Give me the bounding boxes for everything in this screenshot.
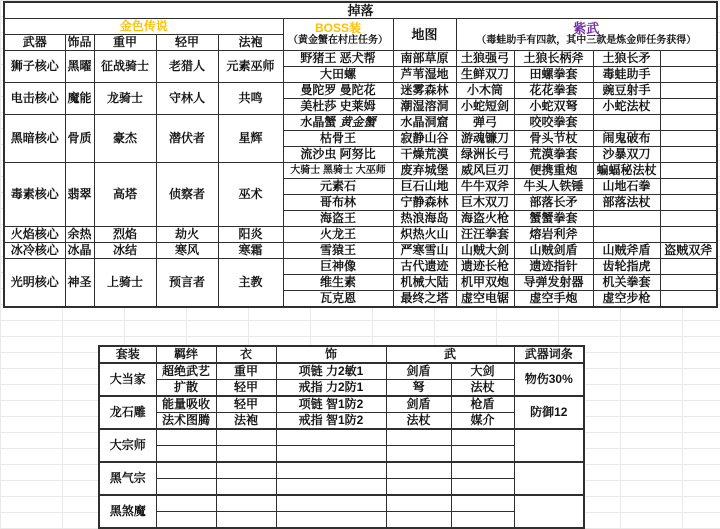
clothes-header[interactable]: 衣 [216,346,276,363]
purple-weapon-cell[interactable]: 土狼强弓 [456,51,514,67]
legend-cell[interactable]: 火焰核心 [4,227,65,243]
purple-weapon-cell[interactable]: 遗迹长枪 [456,259,514,275]
purple-weapon-cell[interactable]: 小木筒 [456,83,514,99]
legend-cell[interactable]: 守林人 [156,83,218,115]
legend-cell[interactable]: 元素巫师 [218,51,283,83]
legend-column-header[interactable]: 武器 [4,35,65,51]
set-name-cell[interactable]: 黑气宗 [99,462,156,495]
set-cell[interactable] [386,479,451,496]
map-cell[interactable]: 古代遗迹 [393,259,456,275]
purple-weapon-cell[interactable]: 蟹蟹拳套 [514,211,593,227]
drops-row [4,51,717,67]
purple-weapon-cell[interactable]: 汪汪拳套 [456,227,514,243]
purple-weapon-cell[interactable] [660,275,717,291]
purple-weapon-cell[interactable]: 机甲双炮 [456,275,514,291]
set-cell[interactable] [386,512,451,529]
set-group-row [99,512,584,529]
legend-cell[interactable]: 烈焰 [94,227,156,243]
drops-row [4,83,717,99]
purple-weapon-cell[interactable]: 遗迹指针 [514,259,593,275]
boss-cell[interactable]: 枯骨王 [283,131,393,147]
purple-weapon-cell[interactable]: 威风巨刃 [456,163,514,179]
legend-cell[interactable]: 魔能 [65,83,94,115]
boss-cell[interactable]: 美杜莎 史莱姆 [283,99,393,115]
purple-weapon-cell[interactable]: 部落长矛 [514,195,593,211]
set-cell[interactable]: 扩散 [156,380,216,397]
set-cell[interactable]: 媒介 [451,413,514,430]
set-cell[interactable]: 戒指 智1防2 [276,413,386,430]
set-cell[interactable] [451,512,514,529]
purple-weapon-cell[interactable]: 花花拳套 [514,83,593,99]
legend-cell[interactable]: 潜伏者 [156,115,218,163]
set-cell[interactable]: 法术图腾 [156,413,216,430]
set-group-row [99,363,584,380]
set-cell[interactable]: 枪盾 [451,396,514,413]
set-group-row [99,396,584,413]
purple-weapon-cell[interactable]: 豌豆射手 [593,83,660,99]
legend-cell[interactable]: 豪杰 [94,115,156,163]
set-cell[interactable]: 大剑 [451,363,514,380]
purple-weapon-cell[interactable]: 土狼长矛 [593,51,660,67]
set-cell[interactable] [216,446,276,463]
map-cell[interactable]: 宁静森林 [393,195,456,211]
legend-cell[interactable]: 上骑士 [94,259,156,308]
purple-weapon-cell[interactable] [660,83,717,99]
purple-weapon-cell[interactable]: 熔岩利斧 [514,227,593,243]
map-cell[interactable]: 迷雾森林 [393,83,456,99]
set-cell[interactable] [276,479,386,496]
set-cell[interactable] [216,462,276,479]
set-cell[interactable]: 能量吸收 [156,396,216,413]
set-cell[interactable] [276,446,386,463]
legend-cell[interactable]: 黑暗核心 [4,115,65,163]
boss-cell[interactable]: 曼陀罗 曼陀花 [283,83,393,99]
boss-cell[interactable]: 维生素 [283,275,393,291]
purple-weapon-cell[interactable]: 沙暴双刀 [593,147,660,163]
map-cell[interactable]: 干燥荒漠 [393,147,456,163]
purple-weapon-cell[interactable] [660,291,717,308]
map-cell[interactable]: 热浪海岛 [393,211,456,227]
map-cell[interactable]: 废弃城堡 [393,163,456,179]
purple-weapon-cell[interactable]: 海盗火枪 [456,211,514,227]
section-header-row [4,19,717,35]
purple-weapon-cell[interactable]: 巨木双刀 [456,195,514,211]
set-cell[interactable] [386,462,451,479]
set-group-row [99,446,584,463]
boss-header-note: （黄金蟹在村庄任务） [288,35,388,46]
map-cell[interactable]: 寂静山谷 [393,131,456,147]
weapon-affix-cell[interactable] [514,462,584,495]
set-cell[interactable]: 法杖 [386,413,451,430]
boss-cell[interactable]: 火龙王 [283,227,393,243]
purple-weapon-cell[interactable]: 闹鬼破布 [593,131,660,147]
purple-weapon-cell[interactable] [593,211,660,227]
legend-column-header[interactable]: 轻甲 [156,35,218,51]
purple-weapon-cell[interactable]: 生鲜双刀 [456,67,514,83]
set-cell[interactable]: 弩 [386,380,451,397]
purple-weapon-cell[interactable] [660,195,717,211]
map-cell[interactable]: 严寒雪山 [393,243,456,259]
map-column-header[interactable]: 地图 [393,19,456,51]
set-cell[interactable] [156,495,216,512]
set-name-cell[interactable]: 黑煞魔 [99,495,156,528]
set-group-row [99,380,584,397]
legend-cell[interactable]: 巫术 [218,163,283,227]
purple-weapon-cell[interactable]: 蝙蝠秘法杖 [593,163,660,179]
map-cell[interactable]: 机械大陆 [393,275,456,291]
set-cell[interactable] [451,495,514,512]
purple-weapon-cell[interactable] [660,179,717,195]
purple-weapon-cell[interactable] [660,131,717,147]
legend-cell[interactable]: 冰冷核心 [4,243,65,259]
weapon-affix-cell[interactable] [514,495,584,528]
purple-weapon-cell[interactable]: 田螺拳套 [514,67,593,83]
boss-header-title: BOSS装 [314,21,361,35]
drops-row [4,115,717,131]
set-cell[interactable] [451,462,514,479]
legend-cell[interactable]: 阳炎 [218,227,283,243]
set-group-row [99,413,584,430]
set-cell[interactable] [451,446,514,463]
set-name-cell[interactable]: 大宗师 [99,429,156,462]
purple-weapon-cell[interactable] [660,227,717,243]
purple-weapon-cell[interactable]: 牛头人铁锤 [514,179,593,195]
set-cell[interactable] [386,429,451,446]
legend-cell[interactable]: 老猎人 [156,51,218,83]
set-cell[interactable]: 轻甲 [216,396,276,413]
purple-weapon-cell[interactable] [660,51,717,67]
set-cell[interactable] [451,479,514,496]
set-cell[interactable] [216,429,276,446]
sheet-title[interactable]: 掉落 [4,2,717,19]
set-cell[interactable] [451,429,514,446]
legend-cell[interactable]: 寒霜 [218,243,283,259]
purple-weapon-cell[interactable]: 部落法杖 [593,195,660,211]
purple-weapon-cell[interactable]: 咬咬拳套 [514,115,593,131]
boss-cell[interactable]: 哥布林 [283,195,393,211]
set-cell[interactable] [276,512,386,529]
legend-column-header[interactable]: 重甲 [94,35,156,51]
purple-weapon-cell[interactable]: 山贼斧盾 [593,243,660,259]
legend-cell[interactable]: 电击核心 [4,83,65,115]
purple-weapon-cell[interactable]: 山地石拳 [593,179,660,195]
legend-cell[interactable]: 主教 [218,259,283,308]
set-cell[interactable]: 重甲 [216,363,276,380]
purple-weapon-cell[interactable] [660,147,717,163]
legend-cell[interactable]: 黑曜 [65,51,94,83]
boss-cell[interactable]: 雪猿王 [283,243,393,259]
purple-weapon-cell[interactable]: 盗贼双斧 [660,243,717,259]
legend-cell[interactable]: 毒素核心 [4,163,65,227]
set-cell[interactable] [216,495,276,512]
purple-weapon-cell[interactable]: 虚空电锯 [456,291,514,308]
legend-cell[interactable]: 侦察者 [156,163,218,227]
map-cell[interactable]: 潮湿溶洞 [393,99,456,115]
map-cell[interactable]: 芦苇湿地 [393,67,456,83]
map-cell[interactable]: 最终之塔 [393,291,456,308]
purple-weapon-cell[interactable]: 山贼剑盾 [514,243,593,259]
boss-cell[interactable]: 海盗王 [283,211,393,227]
set-cell[interactable] [276,462,386,479]
purple-weapon-cell[interactable]: 齿轮指虎 [593,259,660,275]
legend-cell[interactable]: 寒风 [156,243,218,259]
map-cell[interactable]: 巨石山地 [393,179,456,195]
set-cell[interactable] [156,429,216,446]
map-cell[interactable]: 炽热火山 [393,227,456,243]
set-cell[interactable]: 法杖 [451,380,514,397]
boss-cell[interactable]: 大骑士 黑骑士 大巫师 [283,163,393,179]
accessory-header[interactable]: 饰 [276,346,386,363]
set-cell[interactable] [216,512,276,529]
legend-cell[interactable]: 冰结 [94,243,156,259]
boss-cell[interactable]: 水晶蟹 黄金蟹 [283,115,393,131]
weapon-affix-header[interactable]: 武器词条 [514,346,584,363]
purple-weapon-cell[interactable]: 小蛇法杖 [593,99,660,115]
set-table-header-row [99,346,584,363]
legend-cell[interactable]: 翡翠 [65,163,94,227]
boss-italic-name: 黄金蟹 [336,115,376,129]
purple-weapon-cell[interactable]: 弹弓 [456,115,514,131]
legend-column-header[interactable]: 法袍 [218,35,283,51]
purple-weapon-cell[interactable]: 小蛇双弩 [514,99,593,115]
purple-weapon-cell[interactable]: 绿洲长弓 [456,147,514,163]
purple-weapon-cell[interactable]: 骨头节杖 [514,131,593,147]
boss-cell[interactable]: 瓦克恩 [283,291,393,308]
purple-weapon-cell[interactable] [660,163,717,179]
purple-weapon-cell[interactable]: 毒蛙助手 [593,67,660,83]
purple-header-title: 紫武 [573,21,600,36]
drops-row [4,243,717,259]
purple-weapon-cell[interactable] [593,227,660,243]
boss-section-header[interactable] [283,19,393,51]
bond-header[interactable]: 羁绊 [156,346,216,363]
purple-weapon-cell[interactable]: 便携重炮 [514,163,593,179]
set-cell[interactable] [156,512,216,529]
drops-table [3,1,718,308]
set-group-row [99,429,584,446]
purple-weapon-cell[interactable]: 游魂镰刀 [456,131,514,147]
set-cell[interactable] [386,446,451,463]
set-cell[interactable] [156,479,216,496]
purple-weapon-cell[interactable]: 土狼长柄斧 [514,51,593,67]
boss-cell[interactable]: 野猪王 恶犬帮 [283,51,393,67]
legend-cell[interactable]: 劫火 [156,227,218,243]
set-cell[interactable]: 轻甲 [216,380,276,397]
set-cell[interactable] [276,495,386,512]
set-cell[interactable] [156,446,216,463]
set-group-row [99,462,584,479]
purple-weapon-cell[interactable]: 牛牛双斧 [456,179,514,195]
boss-cell[interactable]: 元素石 [283,179,393,195]
drops-row [4,259,717,275]
boss-cell[interactable]: 流沙虫 阿努比 [283,147,393,163]
set-cell[interactable] [156,462,216,479]
weapon-affix-cell[interactable] [514,429,584,462]
set-cell[interactable] [216,479,276,496]
legend-cell[interactable]: 冰晶 [65,243,94,259]
legend-cell[interactable]: 余热 [65,227,94,243]
set-cell[interactable] [276,429,386,446]
purple-section-header[interactable] [456,19,717,51]
legend-cell[interactable]: 骨质 [65,115,94,163]
title-row [4,2,717,19]
set-cell[interactable]: 剑盾 [386,363,451,380]
set-group-row [99,495,584,512]
legend-cell[interactable]: 龙骑士 [94,83,156,115]
drops-row [4,227,717,243]
legend-cell[interactable]: 共鸣 [218,83,283,115]
purple-weapon-cell[interactable]: 虚空手炮 [514,291,593,308]
legend-cell[interactable]: 星辉 [218,115,283,163]
weapon-header[interactable]: 武 [386,346,514,363]
set-name-cell[interactable]: 龙石雕 [99,396,156,429]
set-cell[interactable]: 超绝武艺 [156,363,216,380]
drops-row [4,163,717,179]
legend-cell[interactable]: 预言者 [156,259,218,308]
purple-weapon-cell[interactable] [660,67,717,83]
set-group-row [99,479,584,496]
set-cell[interactable]: 法袍 [216,413,276,430]
set-cell[interactable]: 项链 力2敏1 [276,363,386,380]
map-cell[interactable]: 南部草原 [393,51,456,67]
set-cell[interactable]: 戒指 力2防1 [276,380,386,397]
purple-weapon-cell[interactable]: 导弹发射器 [514,275,593,291]
legend-cell[interactable]: 征战骑士 [94,51,156,83]
weapon-affix-cell[interactable]: 防御12 [514,396,584,429]
purple-weapon-cell[interactable]: 山贼大剑 [456,243,514,259]
purple-header-note: （毒蛙助手有四款，其中三款是炼金师任务获得） [476,35,697,46]
boss-cell[interactable]: 大田螺 [283,67,393,83]
boss-cell[interactable]: 巨神像 [283,259,393,275]
legend-cell[interactable]: 高塔 [94,163,156,227]
purple-weapon-cell[interactable]: 机关拳套 [593,275,660,291]
legend-cell[interactable]: 神圣 [65,259,94,308]
map-cell[interactable]: 水晶洞窟 [393,115,456,131]
legend-section-header[interactable]: 金色传说 [4,19,283,35]
weapon-affix-cell[interactable]: 物伤30% [514,363,584,396]
purple-weapon-cell[interactable]: 虚空步枪 [593,291,660,308]
set-header[interactable]: 套装 [99,346,156,363]
purple-weapon-cell[interactable] [660,259,717,275]
set-cell[interactable]: 项链 智1防2 [276,396,386,413]
set-name-cell[interactable]: 大当家 [99,363,156,396]
purple-weapon-cell[interactable] [660,99,717,115]
legend-column-header[interactable]: 饰品 [65,35,94,51]
set-bonus-table [98,345,585,529]
purple-weapon-cell[interactable]: 荒漠拳套 [514,147,593,163]
purple-weapon-cell[interactable] [593,115,660,131]
set-cell[interactable]: 剑盾 [386,396,451,413]
purple-weapon-cell[interactable] [660,211,717,227]
legend-cell[interactable]: 光明核心 [4,259,65,308]
purple-weapon-cell[interactable] [660,115,717,131]
legend-cell[interactable]: 狮子核心 [4,51,65,83]
purple-weapon-cell[interactable]: 小蛇短剑 [456,99,514,115]
set-cell[interactable] [386,495,451,512]
